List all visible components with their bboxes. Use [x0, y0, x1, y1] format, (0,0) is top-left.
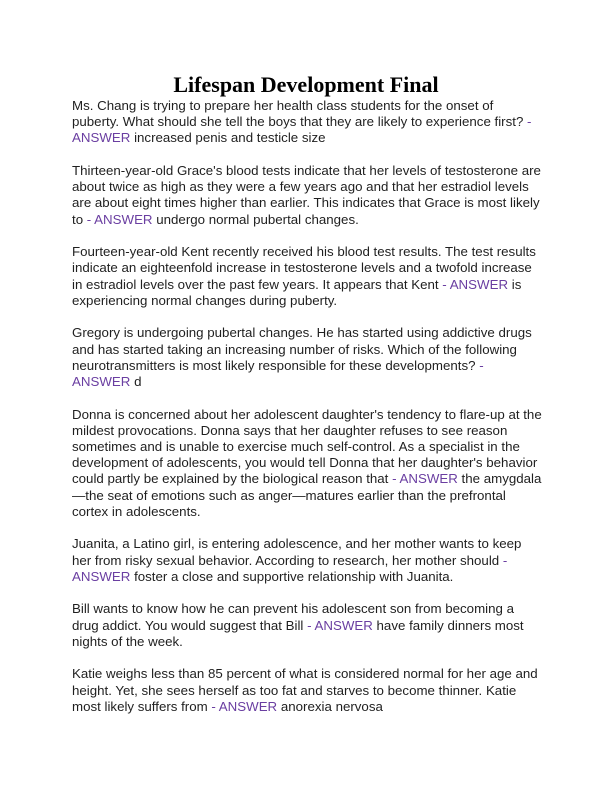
- question-text: Fourteen-year-old Kent recently received his blood test results. The test results indicate an eighteenfold increase in testosterone levels and a twofold increase in estradiol levels over the past few years. It appears that Kent: [72, 244, 536, 292]
- answer-label: - ANSWER: [72, 114, 532, 146]
- question-text: Thirteen-year-old Grace's blood tests indicate that her levels of testosterone are about twice as high as they were a few years ago and that her estradiol levels are about eight times higher than earlier. This indicates that Grace is most likely to: [72, 163, 541, 227]
- qa-item: [72, 407, 544, 520]
- qa-list: [72, 98, 544, 731]
- question-text: Donna is concerned about her adolescent daughter's tendency to flare-up at the mildest provocations. Donna says that her daughter refuses to see reason sometimes and is unable to exercise much self-control. As a specialist in the development of adolescents, you would tell Donna that her daughter's behavior could partly be explained by the biological reason that: [72, 406, 542, 487]
- question-text: Juanita, a Latino girl, is entering adolescence, and her mother wants to keep her from risky sexual behavior. According to research, her mother should: [72, 536, 522, 568]
- answer-label: - ANSWER: [83, 211, 153, 227]
- qa-item: [72, 666, 544, 715]
- answer-label: - ANSWER: [303, 617, 373, 633]
- answer-text: increased penis and testicle size: [130, 130, 326, 146]
- qa-item: [72, 98, 544, 147]
- answer-label: - ANSWER: [207, 698, 278, 714]
- answer-text: is experiencing normal changes during puberty.: [72, 276, 522, 308]
- qa-item: [72, 601, 544, 650]
- question-text: Gregory is undergoing pubertal changes. He has started using addictive drugs and has started taking an increasing number of risks. Which of the following neurotransmitters is most likely responsible for these developments?: [72, 325, 532, 373]
- qa-item: [72, 325, 544, 390]
- answer-text: anorexia nervosa: [277, 698, 383, 714]
- answer-text: have family dinners most nights of the week.: [72, 617, 524, 649]
- answer-label: - ANSWER: [388, 471, 458, 487]
- qa-item: [72, 536, 544, 585]
- question-text: Ms. Chang is trying to prepare her health class students for the onset of puberty. What should she tell the boys that they are likely to experience first?: [72, 98, 524, 130]
- question-text: Bill wants to know how he can prevent his adolescent son from becoming a drug addict. You would suggest that Bill: [72, 601, 514, 633]
- question-text: Katie weighs less than 85 percent of what is considered normal for her age and height. Yet, she sees herself as too fat and starves to become thinner. Katie most likely suffers from: [72, 666, 538, 714]
- answer-label: - ANSWER: [438, 276, 509, 292]
- answer-label: - ANSWER: [72, 357, 484, 390]
- document-title: Lifespan Development Final: [173, 72, 439, 97]
- answer-text: d: [130, 374, 142, 390]
- answer-label: - ANSWER: [72, 552, 508, 584]
- qa-item: [72, 163, 544, 228]
- qa-item: [72, 244, 544, 309]
- answer-text: foster a close and supportive relationship with Juanita.: [130, 568, 454, 584]
- answer-text: undergo normal pubertal changes.: [152, 211, 359, 227]
- answer-text: the amygdala—the seat of emotions such as anger—matures earlier than the prefrontal cortex in adolescents.: [72, 471, 542, 519]
